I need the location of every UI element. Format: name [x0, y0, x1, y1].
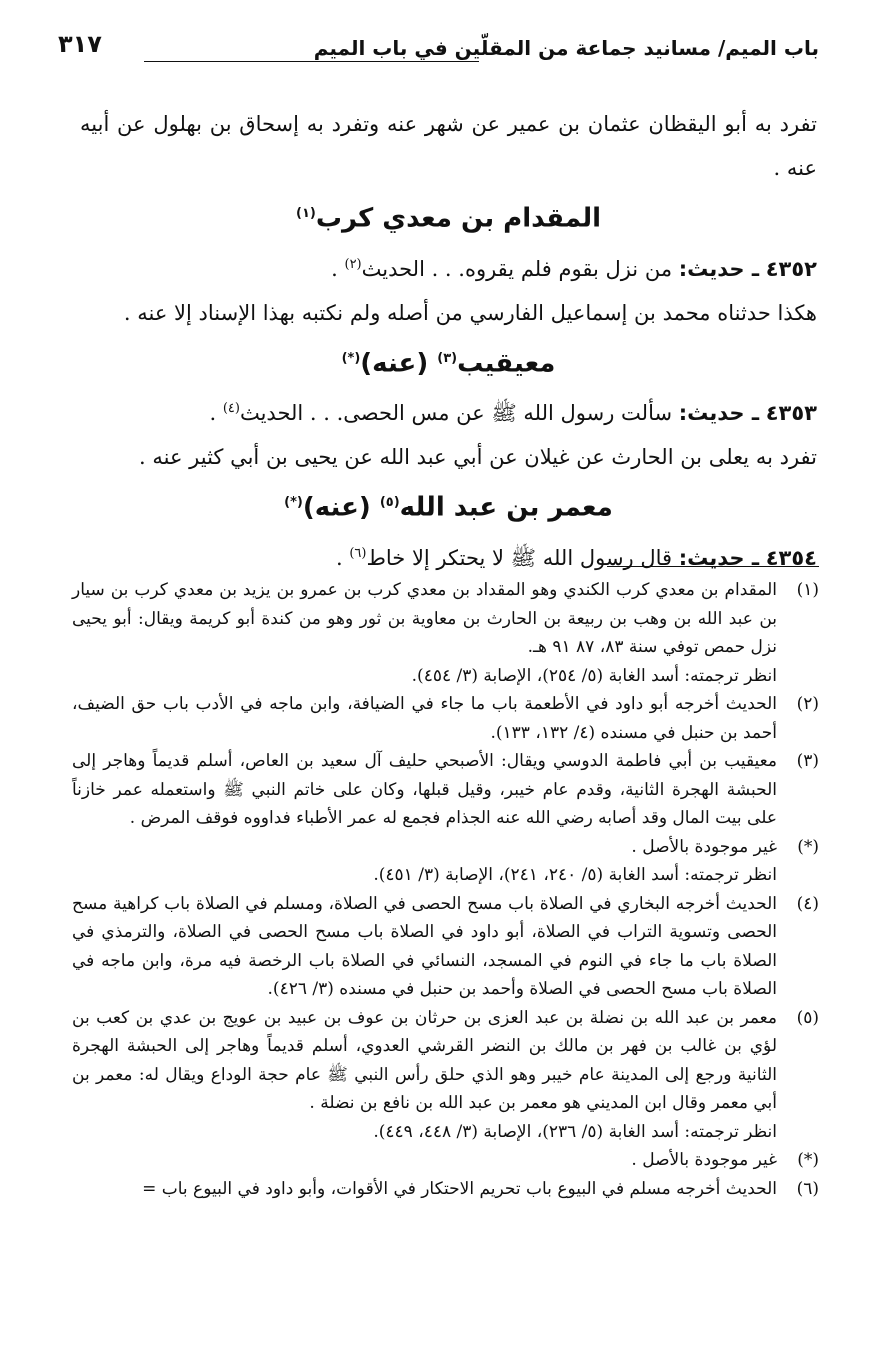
section-heading-muayqib — [80, 335, 817, 388]
heading-suffix: (عنه) — [302, 492, 371, 523]
hadith-label: ـ حديث: — [678, 545, 760, 570]
intro-paragraph: تفرد به أبو اليقظان عثمان بن عمير عن شهر عنه وتفرد به إسحاق بن بهلول عن أبيه عنه . — [80, 112, 817, 180]
heading-text: معمر بن عبد الله — [399, 492, 613, 523]
hadith-text: سألت رسول الله ﷺ عن مس الحصى. . . الحديث — [239, 401, 673, 426]
section-heading-miqdam — [80, 190, 817, 243]
hadith-4354: ٤٣٥٤ ـ حديث: قال رسول الله ﷺ لا يحتكر إلا خاط$^{(٦)}$ . — [335, 545, 817, 570]
section-heading-mamar — [80, 479, 817, 532]
hadith-text: من نزل بقوم فلم يقروه. . . الحديث — [361, 256, 673, 281]
hadith-4353: ٤٣٥٣ ـ حديث: سألت رسول الله ﷺ عن مس الحصى. . . الحديث$^{(٤)}$ . — [209, 401, 817, 426]
footnote-line: انظر ترجمته: أسد الغابة (٥/ ٢٣٦)، الإصابة (٣/ ٤٤٨، ٤٤٩). — [373, 1121, 777, 1142]
hadith-text: قال رسول الله ﷺ لا يحتكر إلا خاط — [366, 545, 673, 570]
footnote-3 — [72, 747, 819, 833]
footnote-number: (٤) — [796, 893, 819, 914]
footnotes — [72, 576, 819, 1203]
hadith-label: ـ حديث: — [678, 256, 760, 281]
footnote-number: (٥) — [796, 1007, 819, 1028]
heading-suffix: (عنه) — [360, 348, 429, 379]
footnote-ref: (٤) — [222, 401, 240, 417]
section1-note: هكذا حدثناه محمد بن إسماعيل الفارسي من أصله ولم نكتبه بهذا الإسناد إلا عنه . — [123, 300, 817, 325]
footnote-line: المقدام بن معدي كرب الكندي وهو المقداد بن معدي كرب بن عمرو بن يزيد بن معدي كرب بن سيار بن عبد الله بن وهب بن ربيعة بن الحارث بن معاوية بن ثور وهو من كندة أبو كريمة ويقال: أبو يحيى نزل حمص توفي سنة ٨٣، ٨٧ ٩١ هـ. — [72, 580, 777, 657]
header-rule — [144, 61, 479, 62]
footnote-6 — [72, 1175, 819, 1204]
footnote-ref: (١) — [295, 206, 316, 221]
footnote-number: (٣) — [796, 751, 819, 771]
footnote-separator — [607, 566, 819, 567]
footnote-5 — [72, 1004, 819, 1147]
footnote-1 — [72, 576, 819, 690]
header-title: باب الميم/ مسانيد جماعة من المقلّين في باب الميم — [313, 36, 819, 60]
hadith-4352: ٤٣٥٢ ـ حديث: من نزل بقوم فلم يقروه. . . الحديث$^{(٢)}$ . — [331, 256, 817, 281]
footnote-line: الحديث أخرجه البخاري في الصلاة باب مسح الحصى في الصلاة، ومسلم في الصلاة باب كراهية مسح الحصى وتسوية التراب في الصلاة، أبو داود في الصلاة باب مسح الحصى في الصلاة، والترمذي في الصلاة باب ما جاء في النوم في المسجد، النسائي في الصلاة باب الرخصة فيه مرة، وابن ماجه في الصلاة باب مسح الحصى في الصلاة وأحمد بن حنبل في مسنده (٣/ ٤٢٦). — [72, 893, 777, 999]
hadith-number: ٤٣٥٤ — [765, 545, 817, 570]
page-number: ٣١٧ — [58, 30, 102, 58]
footnote-ref: (٢) — [344, 256, 362, 272]
heading-text: معيقيب — [457, 348, 556, 379]
section2-note: تفرد به يعلى بن الحارث عن غيلان عن أبي عبد الله عن يحيى بن أبي كثير عنه . — [139, 445, 817, 470]
heading-text: المقدام بن معدي كرب — [315, 203, 601, 234]
main-text — [80, 102, 817, 580]
star-ref: (*) — [341, 350, 361, 366]
footnote-star-1 — [72, 833, 819, 890]
footnote-number: (*) — [797, 836, 819, 857]
footnote-line: غير موجودة بالأصل . — [631, 836, 777, 857]
footnote-line: معمر بن عبد الله بن نضلة بن عبد العزى بن حرثان بن عوف بن عبيد بن عويج بن عدي بن كعب بن لؤي بن غالب بن فهر بن مالك بن النضر القرشي العدوي، أسلم قديماً وهاجر إلى الحبشة الهجرة الثانية ورجع إلى المدينة عام خيبر وهو الذي حلق رأس النبي ﷺ عام حجة الوداع ويقال له: معمر بن أبي معمر وقال ابن المديني هو معمر بن عبد الله بن نافع بن نضلة . — [72, 1007, 777, 1113]
footnote-number: (١) — [796, 580, 819, 600]
footnote-line: الحديث أخرجه أبو داود في الأطعمة باب ما جاء في الضيافة، وابن ماجه في الأدب باب حق الضيف، أحمد بن حنبل في مسنده (٤/ ١٣٢، ١٣٣). — [72, 694, 777, 743]
footnote-ref: (٥) — [379, 495, 400, 511]
footnote-number: (٢) — [796, 694, 819, 714]
footnote-ref: (٦) — [349, 545, 367, 561]
footnote-number: (٦) — [796, 1178, 819, 1199]
footnote-line: انظر ترجمته: أسد الغابة (٥/ ٢٥٤)، الإصابة (٣/ ٤٥٤). — [411, 665, 777, 686]
hadith-number: ٤٣٥٢ — [765, 256, 817, 281]
footnote-number: (*) — [797, 1150, 819, 1170]
running-header — [58, 30, 819, 70]
footnote-line: انظر ترجمته: أسد الغابة (٥/ ٢٤٠، ٢٤١)، الإصابة (٣/ ٤٥١). — [373, 865, 777, 885]
footnote-line: الحديث أخرجه مسلم في البيوع باب تحريم الاحتكار في الأقوات، وأبو داود في البيوع باب = — [142, 1178, 777, 1199]
footnote-4 — [72, 890, 819, 1004]
hadith-label: ـ حديث: — [678, 401, 760, 426]
footnote-ref: (٣) — [437, 350, 458, 366]
star-ref: (*) — [284, 495, 303, 511]
footnote-line: غير موجودة بالأصل . — [631, 1150, 777, 1170]
footnote-star-2 — [72, 1146, 819, 1175]
footnote-2 — [72, 690, 819, 747]
hadith-number: ٤٣٥٣ — [765, 401, 817, 426]
footnote-line: معيقيب بن أبي فاطمة الدوسي ويقال: الأصبحي حليف آل سعيد بن العاص، أسلم قديماً وهاجر إلى الحبشة الهجرة الثانية، وقدم عام خيبر، وقيل قبلها، وكان على خاتم النبي ﷺ واستعمله عمر خازناً على بيت المال وقد أصابه رضي الله عنه الجذام فجمع له عمر الأطباء فداووه فوقف المرض . — [72, 751, 777, 828]
